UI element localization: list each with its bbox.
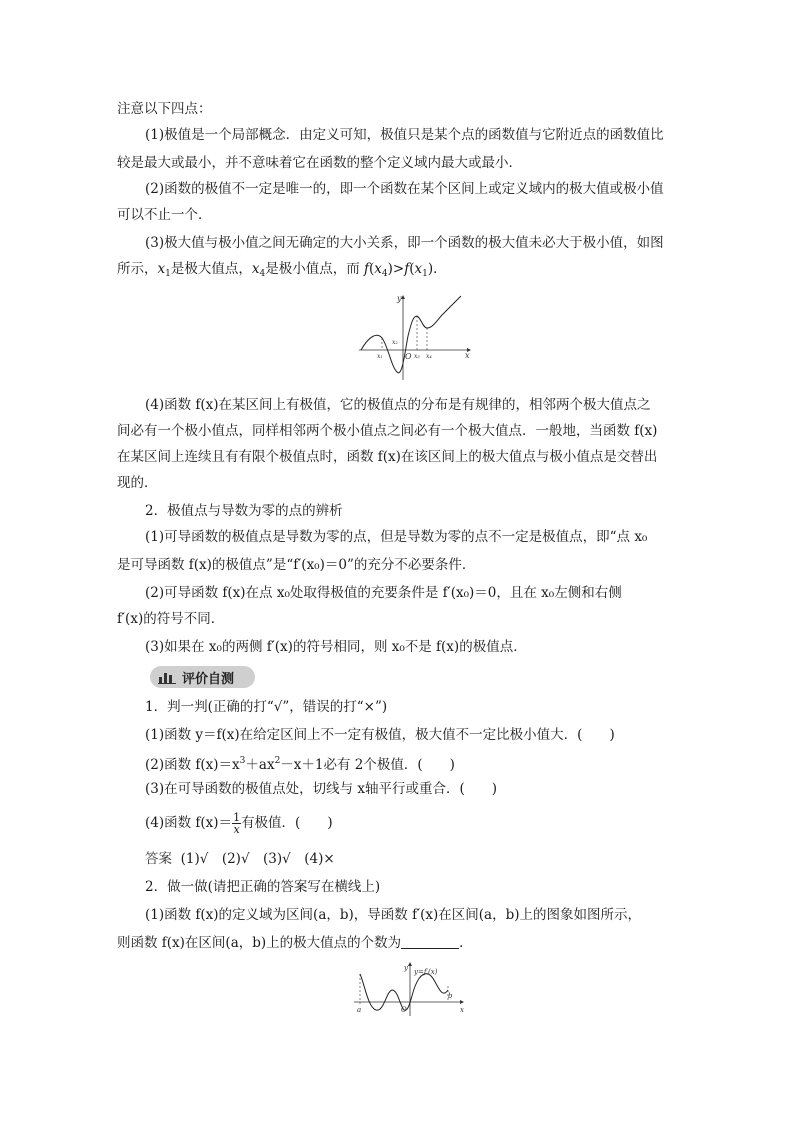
text-seg: 有极值．( ) <box>241 815 333 831</box>
point-3-line-1: (3)极大值与极小值之间无确定的大小关系，即一个函数的极大值未必大于极小值，如图 <box>145 235 664 251</box>
b-label: b <box>448 992 453 1000</box>
judge-item-2 <box>145 752 455 774</box>
func-f: f <box>364 261 370 277</box>
analysis-1-line-1: (1)可导函数的极值点是导数为零的点，但是导数为零的点不一定是极值点，即“点 x₀ <box>145 529 648 545</box>
x1-label: x₁ <box>377 353 383 360</box>
badge-label: 评价自测 <box>182 671 235 687</box>
a-label: a <box>357 1006 362 1014</box>
sub-1: 1 <box>165 269 171 279</box>
analysis-2-line-2: f′(x)的符号不同． <box>117 611 225 627</box>
x3-label: x₃ <box>414 353 420 360</box>
answer-line <box>145 850 335 868</box>
var-x: x <box>374 261 382 277</box>
self-test-badge <box>150 666 255 688</box>
answer-values: (1)√ (2)√ (3)√ (4)× <box>180 851 335 867</box>
numerator: 1 <box>233 811 241 824</box>
answer-blank[interactable] <box>401 936 459 949</box>
task-2-heading: 2．做一做(请把正确的答案写在横线上) <box>145 879 381 895</box>
sub-4: 4 <box>259 269 266 279</box>
text-seg: 则函数 f(x)在区间(a，b)上的极大值点的个数为 <box>117 935 402 951</box>
var-x1: x <box>157 261 166 277</box>
origin-label: O <box>405 352 412 361</box>
text-seg: 是极小值点，而 <box>265 261 360 277</box>
func-f: f <box>404 261 410 277</box>
judge-item-1: (1)函数 y＝f(x)在给定区间上不一定有极值，极大值不一定比极小值大．( ) <box>145 727 615 743</box>
x-label: x <box>465 351 470 360</box>
text-seg: 是极大值点， <box>170 261 252 277</box>
fraction <box>232 812 241 835</box>
y-label: y <box>404 964 408 972</box>
point-4-line-1: (4)函数 f(x)在某区间上有极值，它的极值点的分布是有规律的，相邻两个极大值点之 <box>145 397 651 413</box>
text-seg: －x＋1必有 2个极值．( ) <box>280 757 455 773</box>
y-axis-arrow <box>408 962 412 966</box>
x-axis-arrow <box>460 1000 464 1004</box>
analysis-3-line: (3)如果在 x₀的两侧 f′(x)的符号相同，则 x₀不是 f(x)的极值点． <box>145 639 527 655</box>
paren: ( <box>369 261 375 277</box>
function-curve <box>361 296 461 373</box>
do-item-1-line-1: (1)函数 f(x)的定义域为区间(a，b)，导函数 f′(x)在区间(a，b)上的图象如图所示， <box>145 907 642 923</box>
y-label: y <box>397 294 402 303</box>
text-seg: 所示， <box>117 261 158 277</box>
do-item-1-line-2 <box>117 934 473 952</box>
exponent: 3 <box>239 756 246 766</box>
curve-label: y=f′(x) <box>414 968 438 976</box>
bar-chart-icon <box>158 670 176 684</box>
point-1-line-1: (1)极值是一个局部概念．由定义可知，极值只是某个点的函数值与它附近点的函数值比 <box>145 127 664 143</box>
section-2-heading: 2．极值点与导数为零的点的辨析 <box>145 503 343 519</box>
text-seg: (2)函数 f(x)＝x <box>145 757 240 773</box>
compare: )> <box>387 261 405 277</box>
origin-label: O <box>401 1006 407 1014</box>
text-seg: ． <box>459 935 473 951</box>
point-1-line-2: 较是最大或最小，并不意味着它在函数的整个定义域内最大或最小． <box>117 155 522 171</box>
point-4-line-3: 在某区间上连续且有有限个极值点时，函数 f(x)在该区间上的极大值点与极小值点是交替出 <box>117 449 658 465</box>
intro-text: 注意以下四点： <box>117 101 212 117</box>
point-4-line-4: 现的． <box>117 475 158 491</box>
point-3-line-2 <box>117 260 447 283</box>
point-2-line-2: 可以不止一个． <box>117 207 212 223</box>
task-1-heading: 1．判一判(正确的打“√”，错误的打“×”) <box>145 699 388 715</box>
paren-end: )． <box>427 261 447 277</box>
x-label: x <box>460 1006 464 1014</box>
answer-label: 答案 <box>145 851 172 867</box>
paren: ( <box>409 261 415 277</box>
derivative-curve <box>360 974 448 1011</box>
text-seg: ＋ax <box>245 757 275 773</box>
var-x: x <box>414 261 423 277</box>
text-seg: (4)函数 f(x)＝ <box>145 815 233 831</box>
judge-item-4 <box>145 808 333 838</box>
derivative-graph-figure <box>352 962 467 1018</box>
x2-label: x₂ <box>392 339 398 346</box>
exponent: 2 <box>274 756 281 766</box>
point-2-line-1: (2)函数的极值不一定是唯一的，即一个函数在某个区间上或定义域内的极大值或极小值 <box>145 181 664 197</box>
point-4-line-2: 间必有一个极小值点，同样相邻两个极小值点之间必有一个极大值点．一般地，当函数 f(x) <box>117 423 658 439</box>
analysis-2-line-1: (2)可导函数 f(x)在点 x₀处取得极值的充要条件是 f′(x₀)＝0，且在 x₀左侧和右侧 <box>145 585 622 601</box>
analysis-1-line-2: 是可导函数 f(x)的极值点”是“f′(x₀)＝0”的充分不必要条件． <box>117 557 476 573</box>
extremum-graph-figure <box>355 292 475 384</box>
x4-label: x₄ <box>426 353 432 360</box>
y-axis-arrow <box>401 295 405 299</box>
sub: 4 <box>381 269 388 279</box>
denominator: x <box>233 823 240 836</box>
judge-item-3: (3)在可导函数的极值点处，切线与 x轴平行或重合．( ) <box>145 781 498 797</box>
var-x4: x <box>251 261 260 277</box>
sub: 1 <box>422 269 428 279</box>
